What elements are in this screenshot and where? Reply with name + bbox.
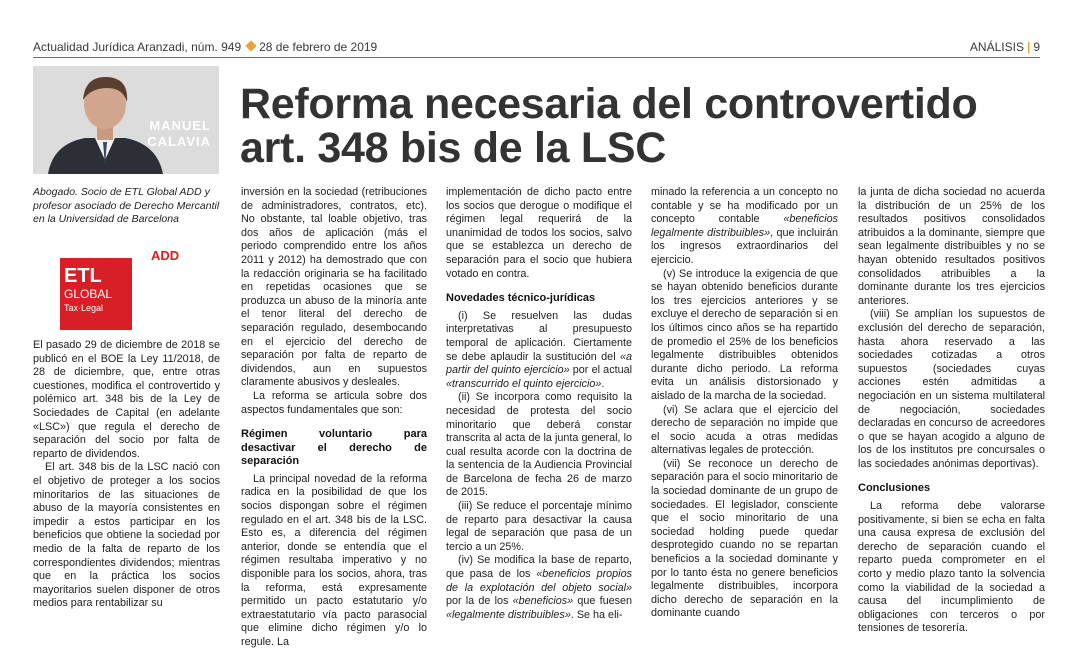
issue-date: 28 de febrero de 2019 — [259, 40, 378, 54]
header-rule — [33, 57, 1040, 58]
paragraph: (i) Se resuelven las dudas interpretativas al presupuesto temporal de aplicación. Ciertamente se debe aplaudir la sustitución del «a partir del quinto ejercicio» por el actual «transcurrido el quinto ejercicio». — [446, 309, 632, 390]
author-bio: Abogado. Socio de ETL Global ADD y profesor asociado de Derecho Mercantil en la Universidad de Barcelona — [33, 186, 220, 225]
logo-global: GLOBAL — [64, 287, 113, 301]
publication-name: Actualidad Jurídica Aranzadi, núm. 949 — [33, 40, 242, 54]
author-name — [147, 118, 211, 150]
article-column-1 — [33, 339, 220, 611]
logo-tagline: Tax·Legal — [64, 303, 104, 313]
paragraph: implementación de dicho pacto entre los socios que derogue o modifique el régimen legal requerirá de la unanimidad de todos los socios, salvo que se establezca un derecho de separación para el socio que hubiera votado en contra. — [446, 186, 632, 280]
author-photo — [33, 66, 219, 174]
paragraph: La reforma debe valorarse positivamente, si bien se echa en falta una causa expresa de exclusión del derecho de separación cuando el reparto pueda comprometer en el corto y medio plazo tanto la solvencia como la viabilidad de la sociedad a causa del incumplimiento de obligaciones con terceros o por tensiones de tesorería. — [858, 500, 1045, 635]
paragraph: (ii) Se incorpora como requisito la necesidad de protesta del socio minoritario que deberá constar transcrita al acta de la junta general, lo cual resulta acorde con la doctrina de la sentencia de la Audiencia Provincial de Barcelona de fecha 26 de marzo de 2015. — [446, 391, 632, 499]
paragraph: (vii) Se reconoce un derecho de separación para el socio minoritario de la sociedad dominante de un grupo de sociedades. El legislador, consciente que el socio minoritario de una sociedad holding puede quedar desprotegido cuando no se repartan beneficios a la sociedad dominante y por lo tanto ésta no genere beneficios legalmente distribuibles, incorpora dicho derecho de separación en la dominante cuando — [651, 457, 838, 620]
paragraph: (iv) Se modifica la base de reparto, que pasa de los «beneficios propios de la explotación del objeto social» por la de los «beneficios» que fuesen «legalmente distribuibles». Se ha eli- — [446, 554, 632, 621]
running-header-right — [970, 40, 1040, 54]
logo-add: ADD — [151, 248, 180, 263]
paragraph: El art. 348 bis de la LSC nació con el objetivo de proteger a los socios minoritarios de las situaciones de abuso de la mayoría consistentes en impedir a estos participar en los beneficios que obtiene la sociedad por medio de la falta de reparto de los correspondientes dividendos; mientras que en la práctica los socios mayoritarios suelen disponer de otros medios para rentabilizar su — [33, 461, 220, 610]
article-title — [240, 82, 1060, 170]
section-heading: Régimen voluntario para desactivar el derecho de separación — [241, 428, 427, 468]
paragraph: inversión en la sociedad (retribuciones de administradores, contratos, etc). No obstante, tal loable objetivo, tras dos años de aplicación (más el periodo comprendido entre los años 2011 y 2012) ha demostrado que con la redacción originaria se ha facilitado en repetidas ocasiones que se produzca un abuso de la minoría ante el tenor literal del derecho de separación regulado, desembocando en el ejercicio del derecho de separación por falta de reparto de dividendos, aun en supuestos claramente abusivos y desleales. — [241, 186, 427, 389]
separator-bar: | — [1026, 40, 1031, 54]
etl-global-add-logo — [60, 248, 188, 330]
article-column-5 — [858, 186, 1045, 636]
page-number: 9 — [1033, 40, 1040, 54]
paragraph: (vi) Se aclara que el ejercicio del derecho de separación no impide que el socio acuda a otras medidas alternativas legales de protección. — [651, 403, 838, 457]
paragraph: (v) Se introduce la exigencia de que se hayan obtenido beneficios durante los tres ejercicios anteriores y se excluye el derecho de separación si en los últimos cinco años se ha repartido de promedio el 25% de los beneficios legalmente distribuibles obtenidos durante dicho periodo. La reforma evita un análisis distorsionado y aislado de la marcha de la sociedad. — [651, 267, 838, 402]
paragraph: El pasado 29 de diciembre de 2018 se publicó en el BOE la Ley 11/2018, de 28 de diciembre, que, entre otras cuestiones, modifica el controvertido y polémico art. 348 bis de la Ley de Sociedades de Capital (en adelante «LSC») que regula el derecho de separación del socio por falta de reparto de dividendos. — [33, 339, 220, 460]
diamond-icon — [245, 40, 256, 51]
paragraph: (iii) Se reduce el porcentaje mínimo de reparto para desactivar la causa legal de separación que pasa de un tercio a un 25%. — [446, 500, 632, 553]
author-first-name: MANUEL — [149, 118, 211, 133]
article-column-2 — [241, 186, 427, 650]
article-column-4 — [651, 186, 838, 621]
paragraph: (viii) Se amplían los supuestos de exclusión del derecho de separación, hasta ahora reservado a las sociedades cotizadas a otros supuestos (sociedades cuyas acciones estén admitidas a negociación en un sistema multilateral de negociación, sociedades declaradas en concurso de acreedores o que se hayan acogido a alguno de los de los institutos pre concursales o las sociedades anónimas deportivas). — [858, 308, 1045, 470]
paragraph: La principal novedad de la reforma radica en la posibilidad de que los socios dispongan sobre el régimen regulado en el art. 348 bis de la LSC. Esto es, a diferencia del régimen anterior, donde se entendía que el régimen resultaba imperativo y no disponible para los socios, ahora, tras la reforma, está expresamente permitido un pacto estatutario y/o extraestatutario vía pacto parasocial que elimine dicho régimen y/o lo regule. La — [241, 472, 427, 648]
paragraph: la junta de dicha sociedad no acuerda la distribución de un 25% de los resultados positivos consolidados atribuidos a la dominante, siempre que sean legalmente distribuibles y no se hayan obtenido resultados positivos consolidados atribuibles a la dominante durante los tres ejercicios anteriores. — [858, 186, 1045, 307]
running-header-left — [33, 40, 377, 54]
title-line-2: art. 348 bis de la LSC — [240, 124, 666, 172]
paragraph: La reforma se articula sobre dos aspectos fundamentales que son: — [241, 389, 427, 416]
logo-brand: ETL — [64, 265, 102, 287]
title-line-1: Reforma necesaria del controvertido — [240, 80, 978, 128]
section-heading: Novedades técnico-jurídicas — [446, 292, 596, 305]
section-heading: Conclusiones — [858, 482, 931, 495]
article-column-3 — [446, 186, 632, 622]
author-last-name: CALAVIA — [147, 134, 211, 149]
paragraph: minado la referencia a un concepto no contable y se ha modificado por un concepto contable «beneficios legalmente distribuibles», que incluirán los ingresos extraordinarios del ejercicio. — [651, 186, 838, 266]
section-label: ANÁLISIS — [969, 40, 1024, 54]
